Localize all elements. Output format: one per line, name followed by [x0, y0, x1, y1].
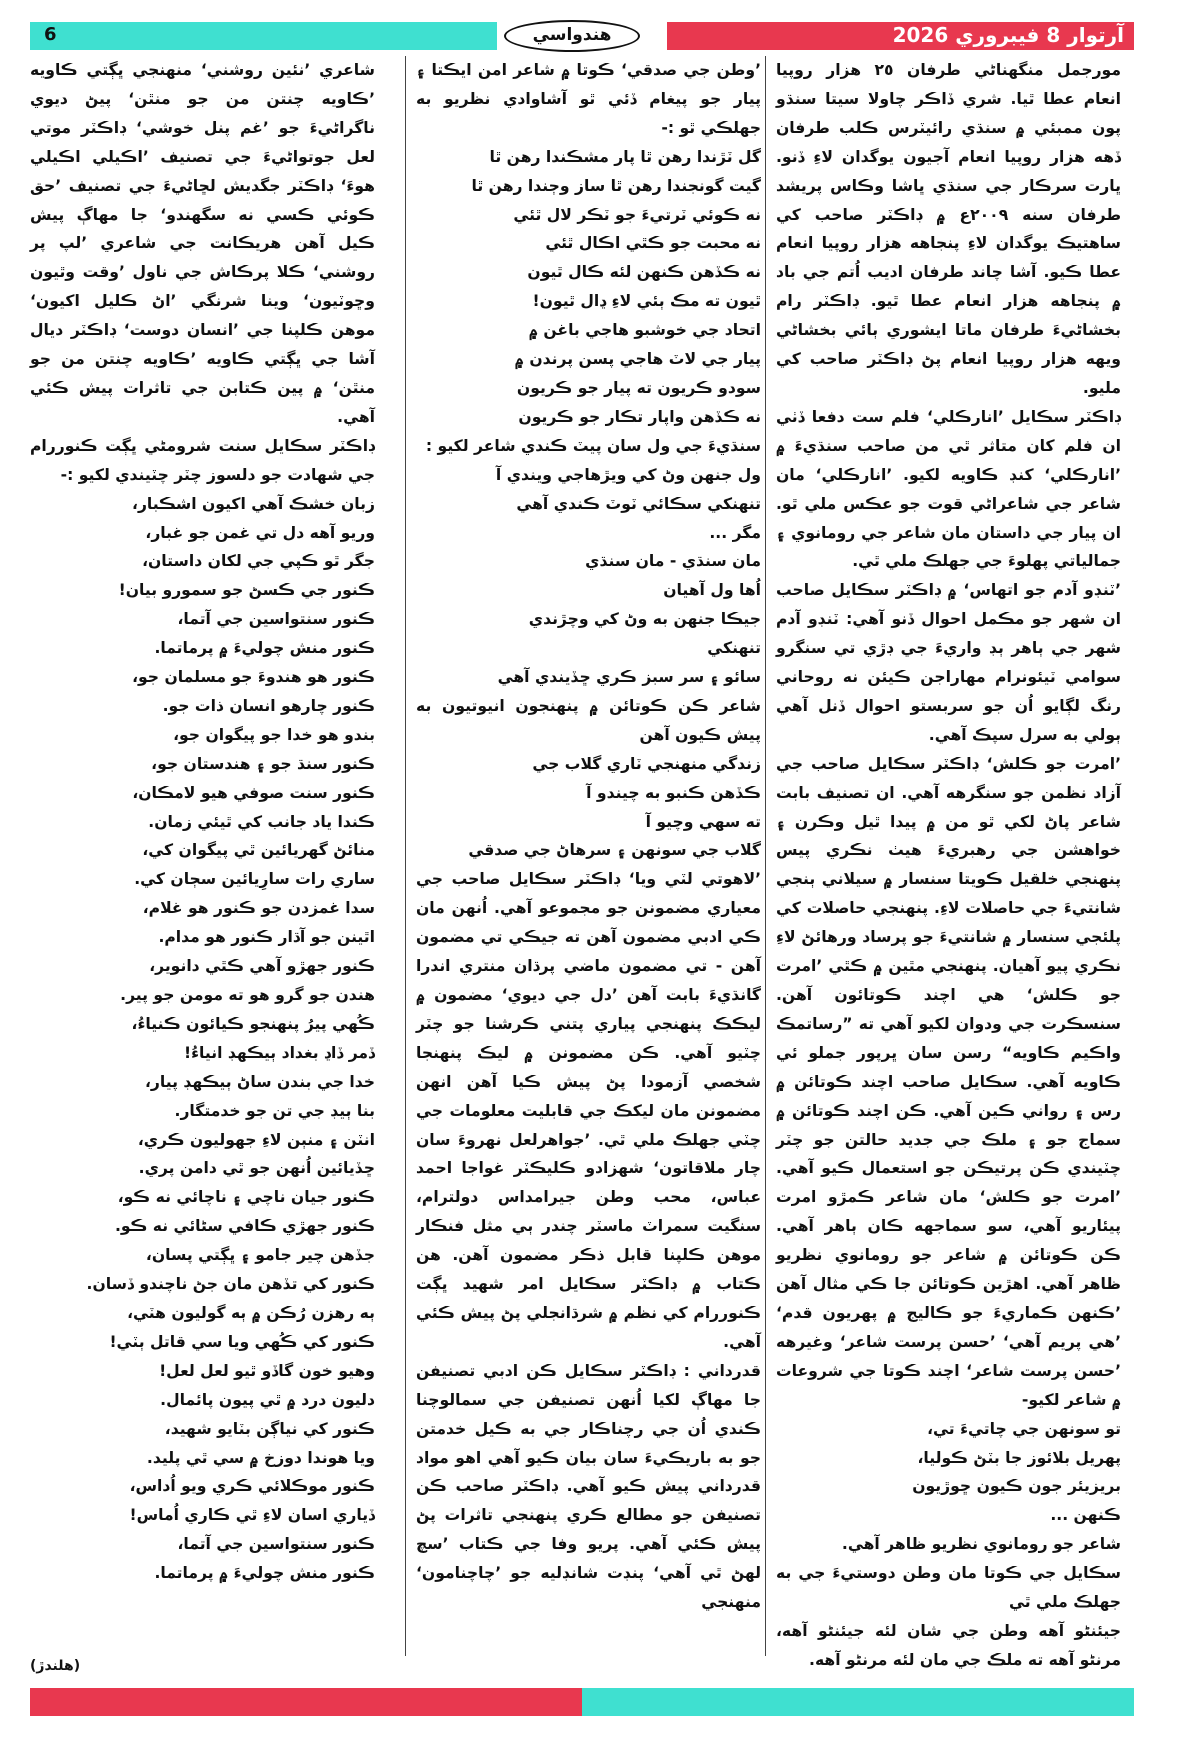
column-divider	[405, 56, 406, 1656]
column-paragraph: ’ٽنڊو آدم جو اتهاس‘ ۾ ڊاڪٽر سڪايل صاحب ان شهر جو مڪمل احوال ڏنو آهي: ٽنڊو آدم شهر جي ٻاهر ٻڊ واريءَ جي ڊڙي تي سنگرو سوامي ٽيئونرام مهاراجن ڪيئن نه روحاني رنگ لڳايو اُن جو سربستو احوال ڏنل آهي ٻولي به سرل سپڪ آهي.	[776, 581, 1121, 744]
column-paragraph: ڪنور کي ڪُهي ويا سي قاتل ٻٽي!	[109, 1332, 375, 1351]
column-paragraph: بريزيئر جون ڪيون ڇوڙيون	[912, 1477, 1121, 1496]
column-paragraph: وهيو خون گاڏو ٿيو لعل لعل!	[159, 1361, 375, 1380]
column-paragraph: ساري رات سارِيائين سڄان کي.	[134, 870, 375, 889]
column-paragraph: ڏمر ڏاڍ بغداد ٻيڪهڊ انياءُ!	[183, 1043, 375, 1062]
column-paragraph: ڪنور منش چوليءَ ۾ پرماتما.	[154, 1564, 375, 1583]
footer-band	[30, 1688, 1134, 1716]
footer-right-band	[582, 1688, 1134, 1716]
column-paragraph: ٿيون ته مڪ ٻئي لاءِ ڍال ٿيون!	[532, 292, 761, 311]
column-paragraph: ڪندا ياد جانب کي ٿيئي زمان.	[148, 812, 375, 831]
column-paragraph: جيئنڻو آهه وطن جي شان لئه جيئنڻو آهه، مرنڻو آهه ته ملڪ جي مان لئه مرنڻو آهه.	[776, 1621, 1121, 1669]
column-paragraph: ڪڏهن ڪنبو به چيندو آ	[586, 783, 761, 802]
column-middle	[416, 56, 761, 1652]
column-paragraph: ويا هوندا دوزخ ۾ سي ٿي پليد.	[146, 1448, 375, 1467]
column-paragraph: گيت گونجندا رهن ٿا ساز وڄندا رهن ٿا	[471, 176, 761, 195]
column-paragraph: ول جنهن وڻ کي ويڙهاجي ويندي آ	[495, 465, 761, 484]
column-paragraph: منائڻ گهريائين ٿي پيگوان کي،	[142, 841, 375, 860]
column-paragraph: ’امرت جو ڪلش‘ ڊاڪٽر سڪايل صاحب جي آزاد نظمن جو سنگرهه آهي. ان تصنيف بابت شاعر پاڻ لکي ٿو من ۾ پيدا ٿيل وڪرن ۽ خواهشن جي رهبريءَ هيٺ نڪري پيس پنهنجي خلقيل ڪويتا سنسار ۾ سيلاني ٻنجي شانتيءَ جي حاصلات لاءِ. پنهنجي حاصلات کي پلئجي سنسار ۾ شانتيءَ جو پرساد ورهائڻ لاءِ نڪري پيو آهيان. پنهنجي مٿين ۾ ڪٿي ’امرت جو ڪلش‘ هي اچند ڪوتائون آهن. سنسڪرت جي ودوان لکيو آهي ته ”رساتمڪ واڪيم ڪاويه“ رسن سان ڀرپور جملو ئي ڪاويه آهي. سڪايل صاحب اچند ڪوتائن ۾ رس ۽ رواني ڪين آهي. ڪن اچند ڪوتائن ۾ سماج جو ۽ ملڪ جي جديد حالتن جو چٽر چٽيندي ڪن پرتيڪن جو استعمال ڪيو آهي. ’امرت جو ڪلش‘ مان شاعر ڪمڙو امرت پيئاريو آهي، سو سماجهه ڪان ٻاهر آهي. ڪن ڪوتائن ۾ شاعر جو رومانوي نظريو ظاهر آهي. اهڙين ڪوتائن جا ڪي مثال آهن ’ڪنهن ڪماريءَ جو ڪاليج ۾ پهريون قدم‘ ’هي پريم آهي‘ ’حسن پرست شاعر‘ وغيرهه ’حسن پرست شاعر‘ اچند ڪوتا جي شروعات ۾ شاعر لکيو-	[776, 754, 1121, 1409]
continued-label: (هلندڙ)	[30, 1658, 81, 1674]
column-paragraph: ڪنور جهڙو آهي ڪٿي دانوير،	[149, 957, 375, 976]
column-paragraph: دليون درد ۾ ٿي پيون پائمال.	[160, 1390, 375, 1409]
column-paragraph: ڪنور جي ڪسڻ جو سمورو بيان!	[118, 581, 375, 600]
masthead-logo: هندواسي	[504, 20, 640, 52]
column-paragraph: ڪُهي پيرُ پنهنجو ڪيائون ڪنياءُ،	[131, 1014, 375, 1033]
column-paragraph: ڪنهن ...	[1050, 1506, 1121, 1525]
column-paragraph: نه ڪڏهن واپار تڪار جو ڪريون	[518, 407, 761, 426]
column-paragraph: تنهنکي سڪائي ٽوٽ ڪندي آهي	[516, 494, 761, 513]
column-paragraph: ڪنور جيان ناچي ۽ ناچائي نه ڪو،	[117, 1188, 375, 1207]
column-paragraph: سدا غمزدن جو ڪنور هو غلام،	[142, 899, 375, 918]
column-paragraph: ڪنور کي تڏهن مان جڻ ناچندو ڏسان.	[86, 1275, 375, 1294]
column-paragraph: شاعر جو رومانوي نظريو ظاهر آهي.	[841, 1535, 1121, 1554]
column-paragraph: مورجمل منگهناڻي طرفان ٢٥ هزار روپيا انعام عطا ٿيا. شري ڏاڪر چاولا سيتا سنڌو پون ممبئي ۾ سنڌي رائيٽرس ڪلب طرفان ڏهه هزار روپيا انعام آجيون يوگدان لاءِ ڏنو. ڀارت سرڪار جي سنڌي ڀاشا وڪاس پريشد طرفان سنه ٢٠٠٩ع ۾ ڊاڪٽر صاحب کي ساهتيڪ يوگدان لاءِ پنجاهه هزار روپيا انعام عطا ڪيو. آشا چاند طرفان اديب اُتم جي باد ۾ پنجاهه هزار انعام عطا ٿيو. ڊاڪٽر رام بخشاڻيءَ طرفان ماتا ايشوري ٻائي بخشاڻي ويهه هزار روپيا انعام پڻ ڊاڪٽر صاحب کي مليو.	[776, 61, 1122, 397]
column-paragraph: شاعر ڪن ڪوتائن ۾ پنهنجون انيوتيون به پيش ڪيون آهن	[416, 696, 761, 744]
column-paragraph: خدا جي بندن ساڻ ٻيڪهڊ پيار،	[144, 1072, 375, 1091]
column-paragraph: اُها ول آهيان	[663, 581, 761, 600]
column-paragraph: اٿينن جو آڌار ڪنور هو مدام.	[158, 928, 375, 947]
column-paragraph: ڇڏيائين اُنهن جو ٿي دامن پري.	[138, 1159, 375, 1178]
column-paragraph: ڪنور کي نياڳن بٽايو شهيد،	[164, 1419, 375, 1438]
column-paragraph: ڏياري اسان لاءِ ٿي ڪاري اُماس!	[129, 1506, 375, 1525]
header-left-band	[30, 22, 497, 50]
column-paragraph: انٽن ۽ منٻن لاءِ جهوليون ڪري،	[137, 1130, 375, 1149]
column-paragraph: ته سهي وچيو آ	[645, 812, 761, 831]
column-paragraph: ڪنور سنتواسين جي آتما،	[177, 1535, 375, 1554]
column-paragraph: نه ڪوئي ٽرتيءَ جو ٽڪر لال ٿئي	[513, 205, 761, 224]
column-paragraph: ڪنور موڪلائي ڪري ويو اُداس،	[129, 1477, 375, 1496]
column-left	[30, 56, 375, 1652]
column-paragraph: تو سونهن جي چاتيءَ تي،	[927, 1419, 1121, 1438]
column-paragraph: هندن جو گرو هو ته مومن جو پير.	[120, 986, 375, 1004]
column-paragraph: گل ٽڙندا رهن ٿا پار مشڪندا رهن ٿا	[489, 147, 761, 166]
column-paragraph: پهريل بلائوز جا بٽڻ ڪوليا،	[917, 1448, 1121, 1467]
column-paragraph: سنڌيءَ جي ول سان پيٽ ڪندي شاعر لکيو :	[425, 436, 761, 455]
column-paragraph: ’وطن جي صدقي‘ ڪوتا ۾ شاعر امن ايڪتا ۽ پيار جو پيغام ڏئي ٿو آشاوادي نظريو به جهلڪي ٿو :-	[416, 61, 761, 137]
column-paragraph: پيار جي لاٽ هاجي پسن پرندن ۾	[514, 350, 761, 369]
column-paragraph: تنهنکي	[707, 639, 761, 658]
column-paragraph: ڊاڪٽر سڪايل ’انارڪلي‘ فلم ست دفعا ڏٺي ان فلم کان متاثر ٿي من صاحب سنڌيءَ ۾ ’انارڪلي‘ کنڊ ڪاويه لکيو. ’انارڪلي‘ مان شاعر جي شاعراڻي قوت جو عڪس ملي ٿو. ان پيار جي داستان مان شاعر جي رومانوي ۽ جمالياتي پهلوءَ جي جهلڪ ملي ٿي.	[776, 407, 1121, 571]
column-paragraph: بندو هو خدا جو پيگوان جو،	[173, 725, 375, 744]
issue-date: آرتوار 8 فيبروري 2026	[892, 23, 1124, 47]
column-paragraph: نه محبت جو ڪٿي اڪال ٿئي	[545, 234, 761, 253]
column-paragraph: ڪنور جهڙي ڪافي سڻائي نه ڪو.	[114, 1217, 375, 1236]
column-paragraph: ڪنور سنڌ جو ۽ هندستان جو،	[151, 754, 375, 773]
column-paragraph: ’لاهوتي لٽي ويا‘ ڊاڪٽر سڪايل صاحب جي معياري مضمونن جو مجموعو آهي. اُنهن مان ڪي ادبي مضمون آهن ته جيڪي تي مضمون آهن - تي مضمون ماضي پرڌان منتري اندرا گانڌيءَ بابت آهن ’دل جي ديوي‘ مضمون ۾ ليڪڪ پنهنجي پياري پتني ڪرشنا جو چٽر چٽيو آهي. ڪن مضمونن ۾ ليڪ پنهنجا شخصي آزمودا پڻ پيش ڪيا آهن انهن مضمونن مان ليکڪ جي قابليت معلومات جي چٽي جهلڪ ملي ٿي. ’جواهرلعل نهروءَ سان چار ملاقاتون‘ شهزادو ڪليڪٽر غواجا احمد عباس، محب وطن جيرامداس دولترام، سنگيت سمراٽ ماسٽر چندر ٻي مثل فنڪار موهن ڪلپنا قابل ذڪر مضمون آهن. هن ڪتاب ۾ ڊاڪٽر سڪايل امر شهيد ڀڳت ڪنوررام کي نظم ۾ شرڌانجلي پڻ پيش ڪئي آهي.	[416, 870, 761, 1351]
column-paragraph: ڪنور منش چوليءَ ۾ پرماتما.	[154, 639, 375, 658]
column-paragraph: شاعري ’نئين روشني‘ منهنجي ڀڳتي ڪاويه ’ڪاويه چنتن من جو منٿن‘ پيڻ ديوي ناگراڻيءَ جو ’غم پنل خوشي‘ ڊاڪٽر موتي لعل جوتواڻيءَ جي تصنيف ’اڪيلي اڪيلي هوءَ‘ ڊاڪٽر جگديش لڇاڻيءَ جي تصنيف ’حق ڪوئي ڪسي نه سگهندو‘ جا مهاڳ پيش ڪيل آهن هريڪانت جي شاعري ’لپ پر روشني‘ ڪلا پرڪاش جي ناول ’وقت وٿيون وڇوٽيون‘ وينا شرنگي ’اڻ ڪليل اکيون‘ موهن ڪلپنا جي ’انسان دوست‘ ڊاڪٽر ديال آشا جي ڀڳتي ڪاويه ’ڪاويه چنتن من جو منٿن‘ ۾ پين ڪتابن جي تاثرات پيش ڪئي آهي.	[30, 61, 375, 426]
column-paragraph: زبان خشڪ آهي اکيون اشڪبار،	[132, 494, 375, 513]
column-paragraph: اتحاد جي خوشبو هاجي باغن ۾	[528, 321, 761, 340]
column-paragraph: مگر ...	[709, 523, 761, 542]
column-paragraph: جڏهن چير جامو ۽ ڀڳتي پسان،	[145, 1246, 375, 1265]
page-number: 6	[44, 24, 57, 45]
column-right	[776, 56, 1122, 1669]
column-paragraph: وريو آهه دل تي غمن جو غبار،	[145, 523, 375, 542]
column-divider	[765, 56, 766, 1656]
column-paragraph: مان سنڌي - مان سنڌي	[585, 552, 761, 571]
column-paragraph: ڊاڪٽر سڪايل سنت شرومڻي ڀڳت ڪنوررام جي شهادت جو دلسوز چٽر چٽيندي لکيو :-	[30, 436, 375, 484]
column-paragraph: ڪنور سنت صوفي هيو لامڪان،	[132, 783, 375, 802]
column-paragraph: ٻه رهزن رُڪن ۾ ٻه گوليون هٽي،	[127, 1303, 375, 1322]
column-paragraph: جگر ٿو ڪپي جي لکان داستان،	[142, 552, 375, 571]
column-paragraph: زندگي منهنجي ٽاري گلاب جي	[532, 754, 761, 773]
column-paragraph: سائو ۽ سر سبز ڪري ڇڏيندي آهي	[497, 668, 761, 687]
column-paragraph: ڪنور سنتواسين جي آتما،	[177, 610, 375, 629]
column-paragraph: نه ڪڏهن ڪنهن لئه ڪال ٿيون	[527, 263, 761, 282]
column-paragraph: سڪايل جي ڪوتا مان وطن دوستيءَ جي به جهلڪ ملي ٿي	[776, 1564, 1121, 1612]
column-paragraph: گلاب جي سونهن ۽ سرهاڻ جي صدقي	[468, 841, 761, 860]
column-paragraph: جيڪا جنهن به وڻ کي وچڙندي	[528, 610, 761, 629]
column-paragraph: ڪنور هو هندوءَ جو مسلمان جو،	[132, 668, 375, 687]
column-paragraph: سودو ڪريون ته پيار جو ڪريون	[516, 378, 761, 397]
column-paragraph: ڪنور چارهو انسان ذات جو.	[162, 696, 375, 715]
column-paragraph: قدرداني : ڊاڪٽر سڪايل ڪن ادبي تصنيفن جا مهاڳ لکيا اُنهن تصنيفن جي سمالوچنا ڪندي اُن جي رچناڪار جي به ڪيل خدمتن جو به باريڪيءَ سان بيان ڪيو آهي اهو مواد قدرداني پيش ڪيو آهي. ڊاڪٽر صاحب ڪن تصنيفن جو مطالع ڪري پنهنجي تاثرات پڻ پيش ڪئي آهي. پريو وفا جي ڪتاب ’سچ لهڻ ٿي آهي‘ پنڊت شانڊليه جو ’چاچنامون‘ منهنجي	[416, 1361, 761, 1612]
column-paragraph: بنا ٻيڊ جي تن جو خدمتگار.	[174, 1101, 375, 1120]
footer-left-band	[30, 1688, 582, 1716]
